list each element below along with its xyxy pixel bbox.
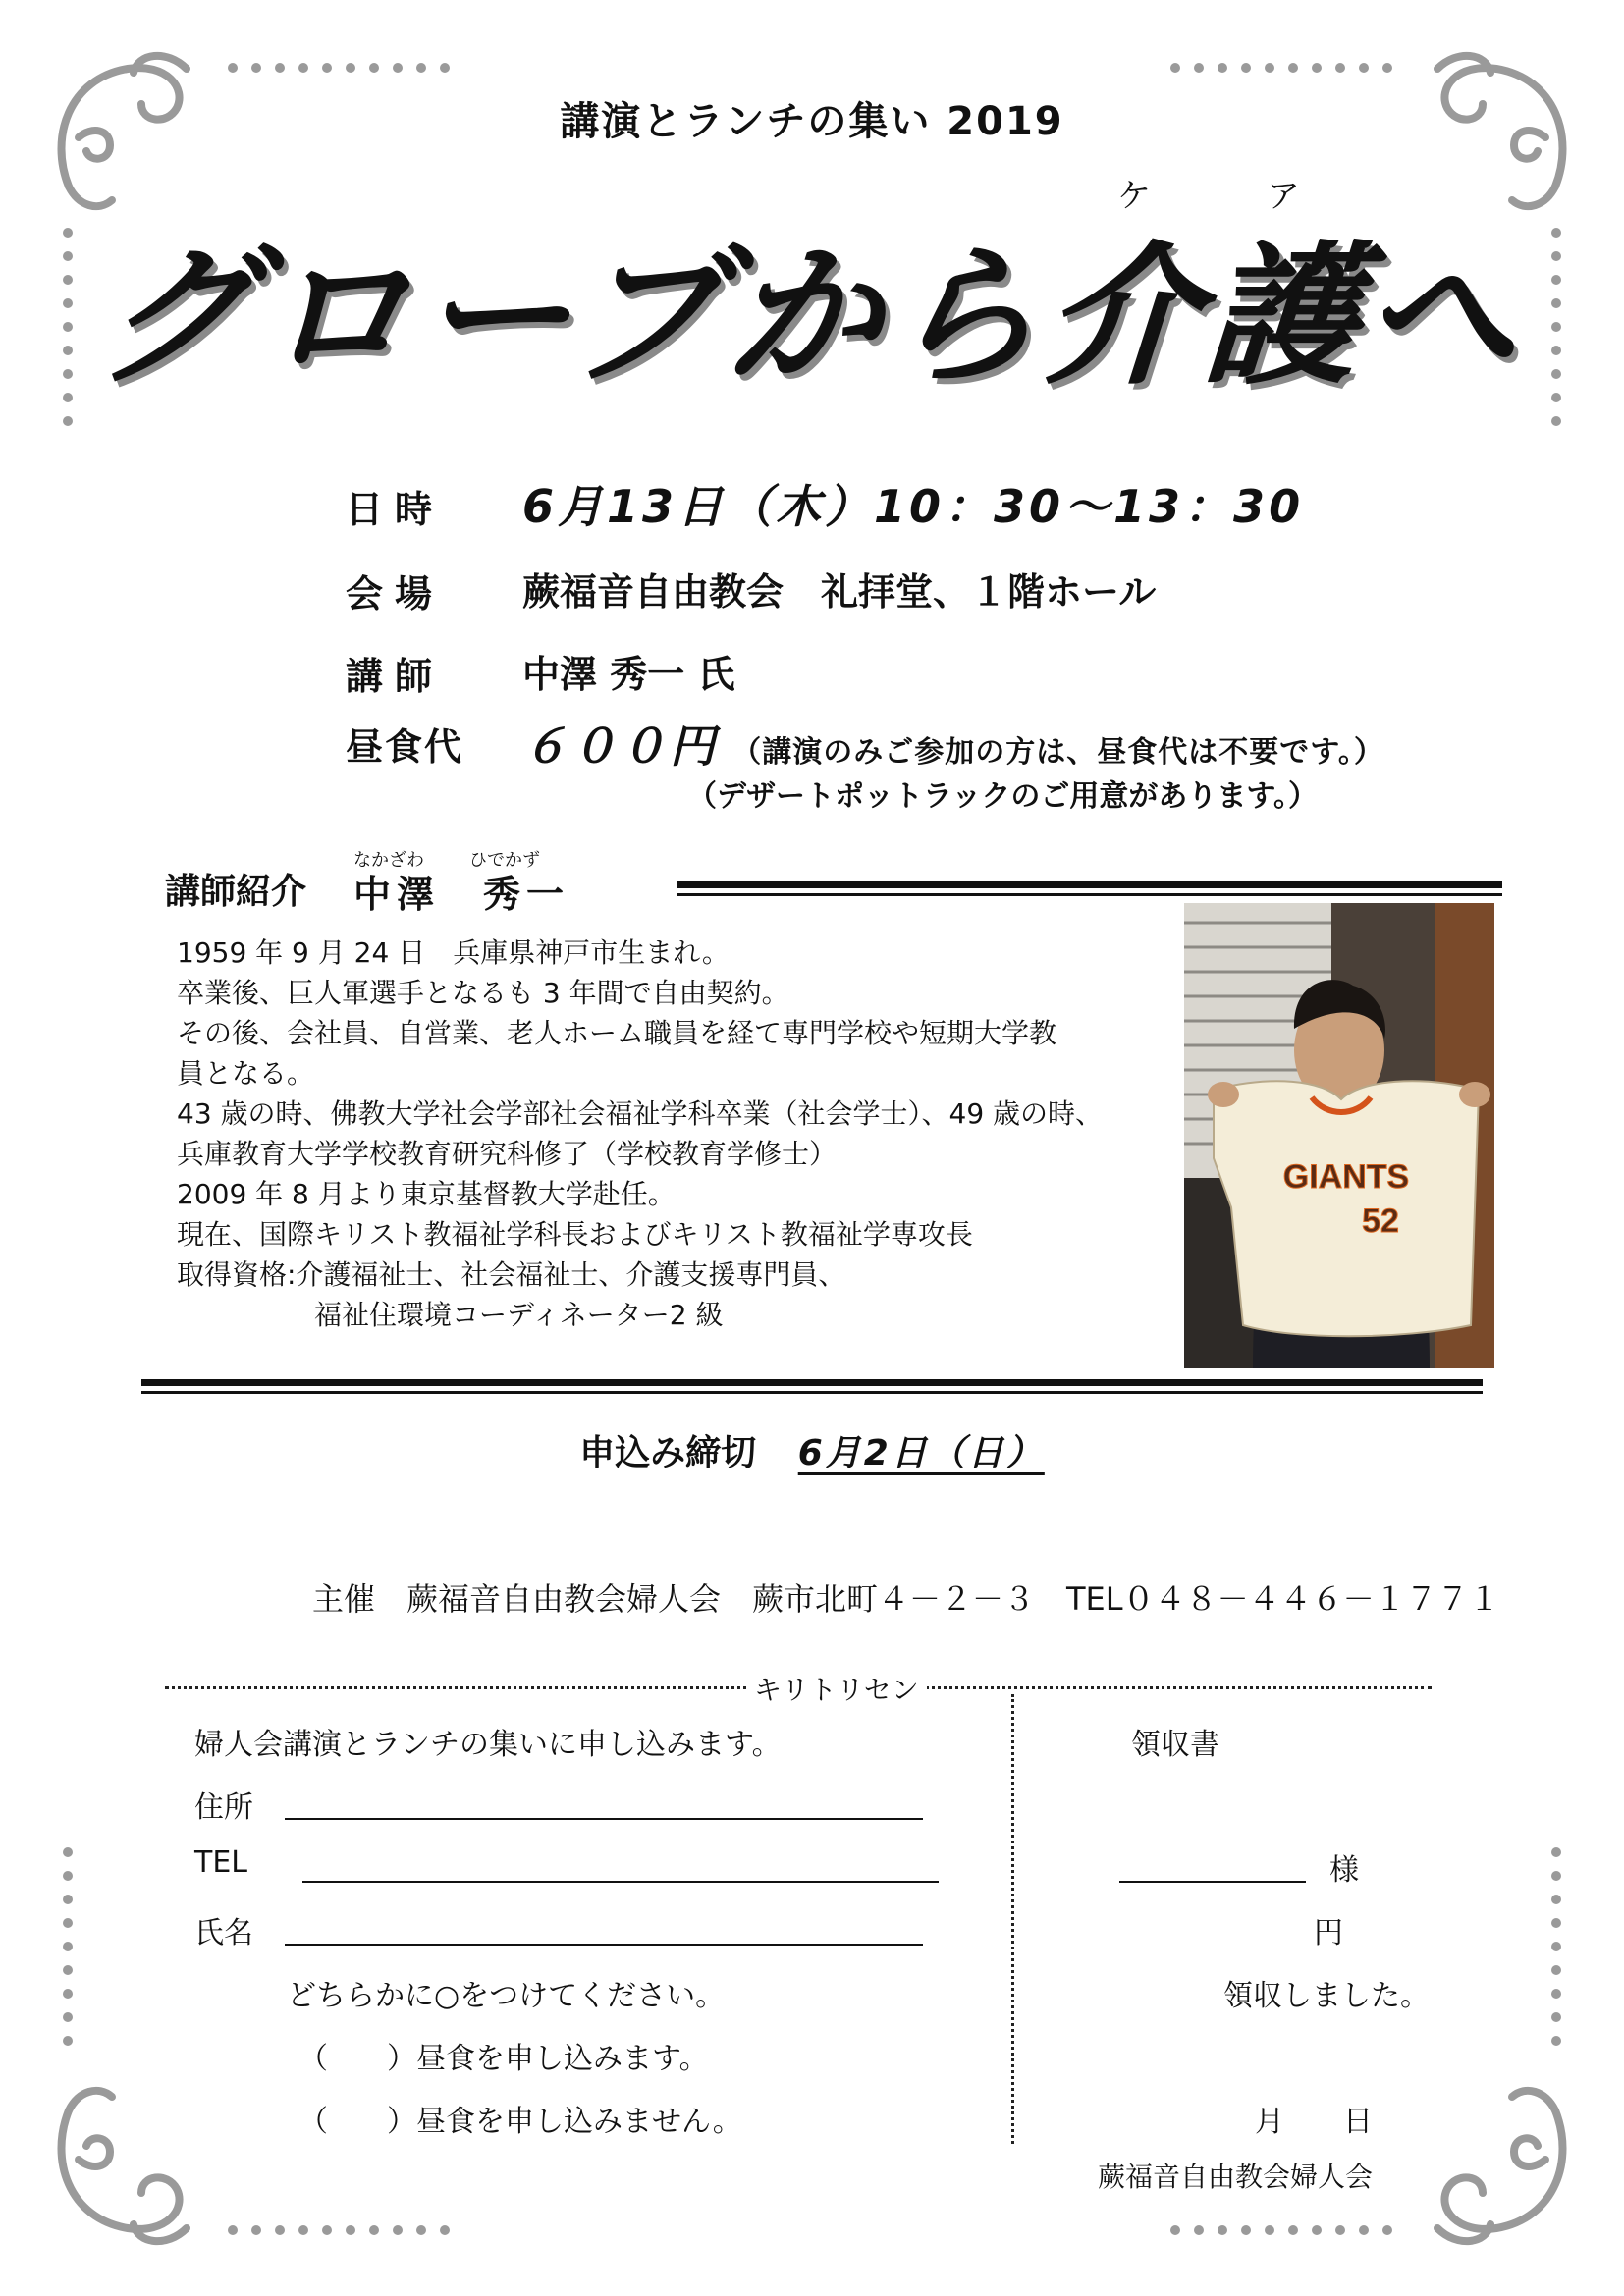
datetime-label: 日時 [346, 488, 445, 531]
bio-line: 取得資格:介護福祉士、社会福祉士、介護支援専門員、 [177, 1258, 846, 1291]
speaker-value: 中澤 秀一 氏 [522, 653, 735, 696]
receipt-month-day: 月 日 [1255, 2105, 1373, 2139]
datetime-value: 6月13日（木）10：30～13：30 [522, 480, 1305, 533]
lunch-label: 昼食代 [346, 725, 464, 769]
dotted-border-left-bottom [61, 1845, 75, 2061]
lunch-price: ６００円 [522, 720, 719, 773]
lunch-note: （講演のみご参加の方は、昼食代は不要です。） [731, 735, 1384, 770]
jersey-number: 52 [1362, 1202, 1399, 1240]
section-divider [141, 1379, 1483, 1386]
address-field[interactable] [285, 1818, 923, 1820]
profile-name: 中澤 秀一 [353, 873, 570, 916]
dessert-note: （デザートポットラックのご用意があります。） [687, 779, 1318, 814]
receipt-sama: 様 [1329, 1853, 1359, 1888]
name-label: 氏名 [194, 1916, 253, 1950]
event-title: グローブから介護へ [92, 227, 1530, 405]
speaker-bio [177, 933, 1139, 1335]
bio-line: 現在、国際キリスト教福祉学科長およびキリスト教福祉学専攻長 [177, 1218, 973, 1251]
dotted-border-right-bottom [1549, 1845, 1563, 2061]
receipt-issuer: 蕨福音自由教会婦人会 [1098, 2161, 1374, 2193]
lunch-option-no[interactable]: （ ）昼食を申し込みません。 [298, 2105, 742, 2139]
venue-value: 蕨福音自由教会 礼拝堂、１階ホール [522, 570, 1157, 614]
profile-heading-rule [677, 881, 1502, 888]
lunch-line [522, 711, 1384, 775]
speaker-label: 講師 [346, 655, 445, 698]
receipt-received: 領収しました。 [1223, 1979, 1430, 2013]
deadline [0, 1425, 1624, 1475]
dotted-border-bottom-right [1168, 2223, 1404, 2237]
bio-line: 1959 年 9 月 24 日 兵庫県神戸市生まれ。 [177, 936, 730, 969]
deadline-date: 6月2日（日） [797, 1433, 1045, 1473]
dotted-border-top-left [226, 61, 461, 75]
deadline-label: 申込み締切 [579, 1433, 757, 1473]
ornament-bottom-right [1398, 2071, 1585, 2258]
bio-line: 員となる。 [177, 1057, 315, 1090]
tel-field[interactable] [302, 1881, 939, 1883]
jersey-text: GIANTS [1282, 1158, 1410, 1196]
title-ruby-ke: ケ [1117, 177, 1151, 216]
section-divider-thin [141, 1391, 1483, 1394]
receipt-title: 領収書 [1131, 1728, 1219, 1762]
dotted-border-top-right [1168, 61, 1404, 75]
dotted-border-bottom-left [226, 2223, 461, 2237]
event-subtitle: 講演とランチの集い 2019 [560, 99, 1064, 144]
tel-label: TEL [194, 1845, 247, 1880]
lunch-option-yes[interactable]: （ ）昼食を申し込みます。 [298, 2042, 709, 2076]
name-ruby-nakazawa: なかざわ [353, 850, 424, 871]
address-label: 住所 [194, 1790, 253, 1825]
title-ruby-a: ア [1267, 177, 1300, 216]
bio-line: 福祉住環境コーディネーター2 級 [177, 1299, 724, 1331]
receipt-name-field[interactable] [1119, 1881, 1306, 1883]
ornament-bottom-left [39, 2071, 226, 2258]
cut-label: キリトリセン [746, 1669, 927, 1708]
organizer-info: 主催 蕨福音自由教会婦人会 蕨市北町４－２－３ TEL０４８－４４６－１７７１ [312, 1580, 1500, 1618]
profile-heading-rule-thin [677, 893, 1502, 896]
circle-instruction: どちらかに○をつけてください。 [287, 1979, 726, 2013]
speaker-photo [1184, 903, 1494, 1368]
venue-label: 会場 [346, 572, 445, 615]
bio-line: 43 歳の時、佛教大学社会学部社会福祉学科卒業（社会学士）、49 歳の時、 [177, 1097, 1104, 1130]
profile-heading: 講師紹介 [165, 872, 307, 912]
apply-text: 婦人会講演とランチの集いに申し込みます。 [194, 1728, 782, 1762]
receipt-yen: 円 [1314, 1916, 1343, 1950]
name-field[interactable] [285, 1944, 923, 1946]
bio-line: その後、会社員、自営業、老人ホーム職員を経て専門学校や短期大学教 [177, 1017, 1057, 1049]
name-ruby-hidekazu: ひでかず [469, 850, 540, 871]
bio-line: 2009 年 8 月より東京基督教大学赴任。 [177, 1178, 676, 1210]
bio-line: 卒業後、巨人軍選手となるも 3 年間で自由契約。 [177, 977, 789, 1009]
receipt-cut-line [1011, 1694, 1014, 2144]
bio-line: 兵庫教育大学学校教育研究科修了（学校教育学修士） [177, 1138, 838, 1170]
